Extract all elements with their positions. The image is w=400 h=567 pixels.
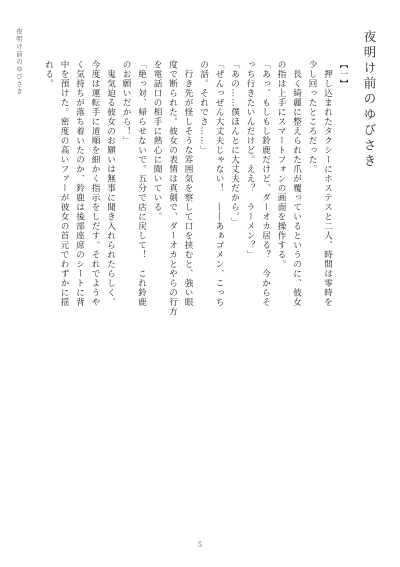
text-line: 押し込まれたタクシーにホステスと二人、時間は零時を (322, 60, 333, 307)
text-line: の話。それでさ……」 (198, 60, 209, 155)
text-line: 「あっ、もしもし鈴鹿だけど、ダーオカ居る？ 今からそ (260, 60, 271, 307)
text-line: 「あの……僕ほんとに大丈夫だから。」 (229, 60, 240, 227)
text-line: 少し回ったところだった。 (307, 60, 317, 174)
text-line: っち行きたいんだけど。ええ？ ラーメン？」 (245, 60, 255, 260)
text-line: 行き先が怪しそうな雰囲気を察して口を挟むと、強い眼 (183, 60, 193, 307)
text-line: 中を預けた。密度の高いファーが彼女の首元でわずかに揺 (59, 60, 69, 307)
running-head: 夜明け前のゆびさき (15, 28, 23, 96)
chapter-title: 夜明け前のゆびさき (362, 30, 377, 170)
text-line: 度で断られた。彼女の表情は真剣で、ダーオカとやらの行方 (167, 60, 178, 317)
text-line: 今度は運転手に道順を細かく指示をしだす。それでようや (90, 60, 100, 307)
text-line: れる。 (43, 60, 54, 89)
text-line: 鬼気迫る彼女のお願いは無事に聞き入れられたらしく、 (105, 60, 116, 307)
text-line: 「ぜんっぜん大丈夫じゃない！ ――あぁゴメン、こっち (214, 60, 224, 307)
text-line: 「絶っ対、帰らせないで。五分で店に戻して！ これ鈴鹿 (136, 60, 147, 307)
text-line: の指は上手にスマートフォンの画面を操作する。 (276, 60, 286, 269)
text-line: く気持ちが落ち着いたのか、鈴鹿は後部座席のシートに背 (74, 60, 85, 307)
text-line: を電話口の相手に熱心に聞いている。 (152, 60, 162, 222)
text-line: のお願いだから！」 (121, 60, 131, 146)
text-line: 【一】 (338, 60, 348, 89)
page-number: 5 (197, 541, 203, 549)
body-text (42, 60, 350, 535)
text-line: 長く綺麗に整えられた爪が覆っているというのに、彼女 (291, 60, 302, 307)
